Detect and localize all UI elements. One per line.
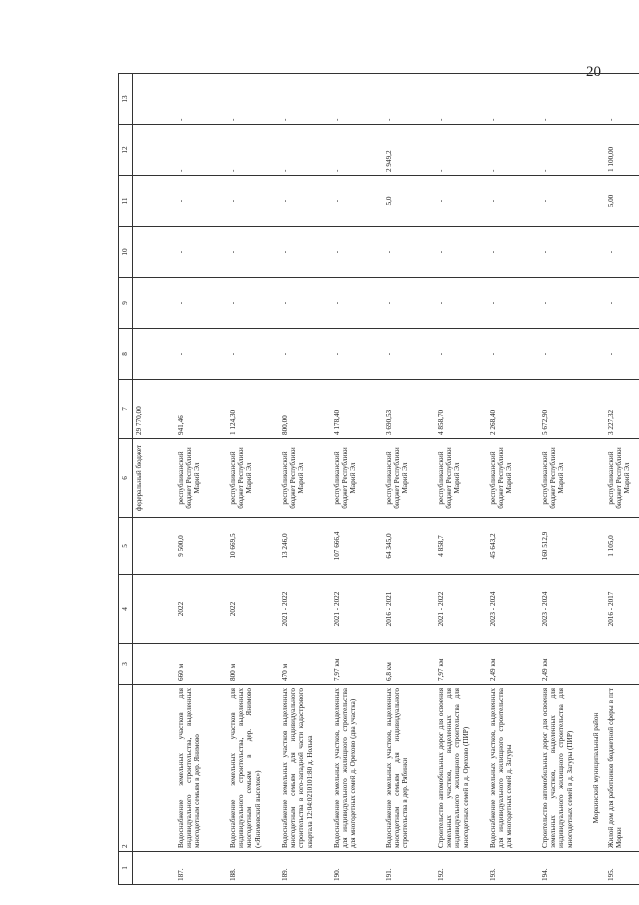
length: 7,97 км <box>435 644 487 685</box>
value-col-13: - <box>539 74 591 125</box>
value-col-9 <box>133 278 176 329</box>
row-number: 189. <box>279 852 331 885</box>
object-name: Водоснабжение земельных участков, выделенных для индивидуального жилищного строительства для многодетных семей д. Орехово (два участка) <box>331 685 383 852</box>
funding-source: республиканский бюджет Республики Марий Эл <box>487 439 539 518</box>
row-number: 191. <box>383 852 435 885</box>
value-col-11: - <box>331 176 383 227</box>
value-col-13: - <box>279 74 331 125</box>
cost: 13 246,0 <box>279 518 331 575</box>
object-name: Водоснабжение земельных участков, выделенных многодетным семьям для индивидуального строительства в дер. Рябинки <box>383 685 435 852</box>
value-col-10: - <box>539 227 591 278</box>
col-header-6: 6 <box>119 439 133 518</box>
value-col-9: - <box>227 278 279 329</box>
length: 7,97 км <box>331 644 383 685</box>
funding-source: республиканский бюджет Республики Марий Эл <box>331 439 383 518</box>
object-name: Строительство автомобильных дорог для освоения земельных участков, выделенных для индивидуального жилищного строительства для многодетных семей в д. Орехово (ПИР) <box>435 685 487 852</box>
table-row <box>435 74 487 885</box>
value-col-13 <box>133 74 176 125</box>
row-number: 188. <box>227 852 279 885</box>
length: 660 м <box>175 644 227 685</box>
funding-source: республиканский бюджет Республики Марий Эл <box>435 439 487 518</box>
funding-source: республиканский бюджет Республики Марий Эл <box>605 439 639 518</box>
investment-table <box>118 73 639 885</box>
value-col-8: - <box>383 329 435 380</box>
cost: 107 666,4 <box>331 518 383 575</box>
value-col-11: - <box>175 176 227 227</box>
value-col-12: - <box>435 125 487 176</box>
period: 2022 <box>227 575 279 644</box>
table-row <box>279 74 331 885</box>
table-row <box>133 74 176 885</box>
value-col-12 <box>133 125 176 176</box>
length: 2,49 км <box>539 644 591 685</box>
funding-source: республиканский бюджет Республики Марий Эл <box>227 439 279 518</box>
value-col-13: - <box>605 74 639 125</box>
value-col-8: - <box>487 329 539 380</box>
cost: 1 105,0 <box>605 518 639 575</box>
col-header-8: 8 <box>119 329 133 380</box>
value-col-7: 3 227,32 <box>605 380 639 439</box>
period: 2016 - 2021 <box>383 575 435 644</box>
length: 800 м <box>227 644 279 685</box>
value-col-12: - <box>487 125 539 176</box>
value-col-13: - <box>175 74 227 125</box>
cost: 45 643,2 <box>487 518 539 575</box>
value-col-7: 2 268,40 <box>487 380 539 439</box>
table-row <box>605 74 639 885</box>
section-title: Моркинский муниципальный район <box>591 685 605 852</box>
object-name: Водоснабжение земельных участков, выделенных для индивидуального жилищного строительства для многодетных семей д. Загуры <box>487 685 539 852</box>
cost: 160 512,9 <box>539 518 591 575</box>
value-col-9: - <box>435 278 487 329</box>
value-col-8: - <box>227 329 279 380</box>
table-row <box>175 74 227 885</box>
value-col-9: - <box>487 278 539 329</box>
value-col-8: - <box>175 329 227 380</box>
value-col-9: - <box>279 278 331 329</box>
value-col-11: - <box>227 176 279 227</box>
value-col-9: - <box>331 278 383 329</box>
rotated-table-container <box>118 95 638 885</box>
object-name: Строительство автомобильных дорог для освоения земельных участков, выделенных для индивидуального жилищного строительства для многодетных семей в д. Загуры (ПИР) <box>539 685 591 852</box>
table-row <box>487 74 539 885</box>
length: 2,49 км <box>487 644 539 685</box>
value-col-10 <box>133 227 176 278</box>
row-number: 193. <box>487 852 539 885</box>
period: 2023 - 2024 <box>487 575 539 644</box>
value-col-10: - <box>331 227 383 278</box>
object-name: Водоснабжение земельных участков для индивидуального строительства, выделенных многодетным семьям в дер. Янимово («Янимовский выселок») <box>227 685 279 852</box>
col-header-7: 7 <box>119 380 133 439</box>
value-col-8: - <box>279 329 331 380</box>
value-col-9: - <box>539 278 591 329</box>
value-col-7: 5 672,90 <box>539 380 591 439</box>
column-number-row <box>119 74 133 885</box>
row-number: 187. <box>175 852 227 885</box>
col-header-10: 10 <box>119 227 133 278</box>
cost: 4 858,7 <box>435 518 487 575</box>
value-col-7: 800,00 <box>279 380 331 439</box>
object-name: Водоснабжение земельных участков выделенных многодетным семьям для индивидуального строительства в юго-западной части кадастрового квартала 12:04:0210101:80 д. Нолька <box>279 685 331 852</box>
cost: 10 669,5 <box>227 518 279 575</box>
value-col-12: - <box>331 125 383 176</box>
funding-source: республиканский бюджет Республики Марий Эл <box>383 439 435 518</box>
table-row <box>331 74 383 885</box>
value-col-8: - <box>331 329 383 380</box>
value-col-12: 2 949,2 <box>383 125 435 176</box>
period: 2022 <box>175 575 227 644</box>
object-name: Водоснабжение земельных участков для индивидуального строительства, выделенных многодетным семьям в дер. Янимово <box>175 685 227 852</box>
period: 2023 - 2024 <box>539 575 591 644</box>
value-col-12: - <box>227 125 279 176</box>
value-col-9: - <box>383 278 435 329</box>
value-col-8: - <box>605 329 639 380</box>
value-col-11: - <box>435 176 487 227</box>
col-header-4: 4 <box>119 575 133 644</box>
value-col-13: - <box>487 74 539 125</box>
cost <box>133 518 176 575</box>
value-col-10: - <box>383 227 435 278</box>
length <box>605 644 639 685</box>
table-row <box>227 74 279 885</box>
col-header-9: 9 <box>119 278 133 329</box>
row-number: 190. <box>331 852 383 885</box>
cost: 9 500,0 <box>175 518 227 575</box>
funding-source: федеральный бюджет <box>133 439 176 518</box>
value-col-8 <box>133 329 176 380</box>
col-header-11: 11 <box>119 176 133 227</box>
value-col-11: - <box>279 176 331 227</box>
period <box>133 575 176 644</box>
period: 2016 - 2017 <box>605 575 639 644</box>
value-col-10: - <box>175 227 227 278</box>
value-col-13: - <box>435 74 487 125</box>
value-col-12: 1 100,00 <box>605 125 639 176</box>
col-header-2: 2 <box>119 685 133 852</box>
value-col-7: 3 690,53 <box>383 380 435 439</box>
length <box>133 644 176 685</box>
value-col-12: - <box>279 125 331 176</box>
value-col-10: - <box>487 227 539 278</box>
col-header-5: 5 <box>119 518 133 575</box>
value-col-10: - <box>279 227 331 278</box>
value-col-12: - <box>175 125 227 176</box>
object-name: Жилой дом для работников бюджетной сферы в пгт Морки <box>605 685 639 852</box>
value-col-13: - <box>383 74 435 125</box>
col-header-1: 1 <box>119 852 133 885</box>
value-col-11: - <box>487 176 539 227</box>
table-row <box>383 74 435 885</box>
value-col-7: 1 124,30 <box>227 380 279 439</box>
row-number: 195. <box>605 852 639 885</box>
value-col-10: - <box>605 227 639 278</box>
object-name <box>133 685 176 852</box>
value-col-13: - <box>227 74 279 125</box>
value-col-7: 29 770,00 <box>133 380 176 439</box>
value-col-7: 4 178,40 <box>331 380 383 439</box>
period: 2021 - 2022 <box>331 575 383 644</box>
value-col-11: 5,0 <box>383 176 435 227</box>
row-number <box>133 852 176 885</box>
period: 2021 - 2022 <box>435 575 487 644</box>
value-col-8: - <box>539 329 591 380</box>
value-col-12: - <box>539 125 591 176</box>
row-number: 194. <box>539 852 591 885</box>
cost: 64 345,0 <box>383 518 435 575</box>
page-number: 20 <box>586 64 601 80</box>
length: 470 м <box>279 644 331 685</box>
value-col-7: 941,46 <box>175 380 227 439</box>
funding-source: республиканский бюджет Республики Марий Эл <box>539 439 591 518</box>
row-number: 192. <box>435 852 487 885</box>
period: 2021 - 2022 <box>279 575 331 644</box>
section-row <box>591 74 605 885</box>
value-col-10: - <box>435 227 487 278</box>
table-row <box>539 74 591 885</box>
col-header-12: 12 <box>119 125 133 176</box>
col-header-13: 13 <box>119 74 133 125</box>
value-col-11: - <box>539 176 591 227</box>
value-col-11 <box>133 176 176 227</box>
col-header-3: 3 <box>119 644 133 685</box>
funding-source: республиканский бюджет Республики Марий Эл <box>175 439 227 518</box>
value-col-9: - <box>175 278 227 329</box>
funding-source: республиканский бюджет Республики Марий Эл <box>279 439 331 518</box>
length: 6,8 км <box>383 644 435 685</box>
value-col-11: 5,00 <box>605 176 639 227</box>
value-col-13: - <box>331 74 383 125</box>
value-col-8: - <box>435 329 487 380</box>
value-col-9: - <box>605 278 639 329</box>
value-col-7: 4 858,70 <box>435 380 487 439</box>
value-col-10: - <box>227 227 279 278</box>
